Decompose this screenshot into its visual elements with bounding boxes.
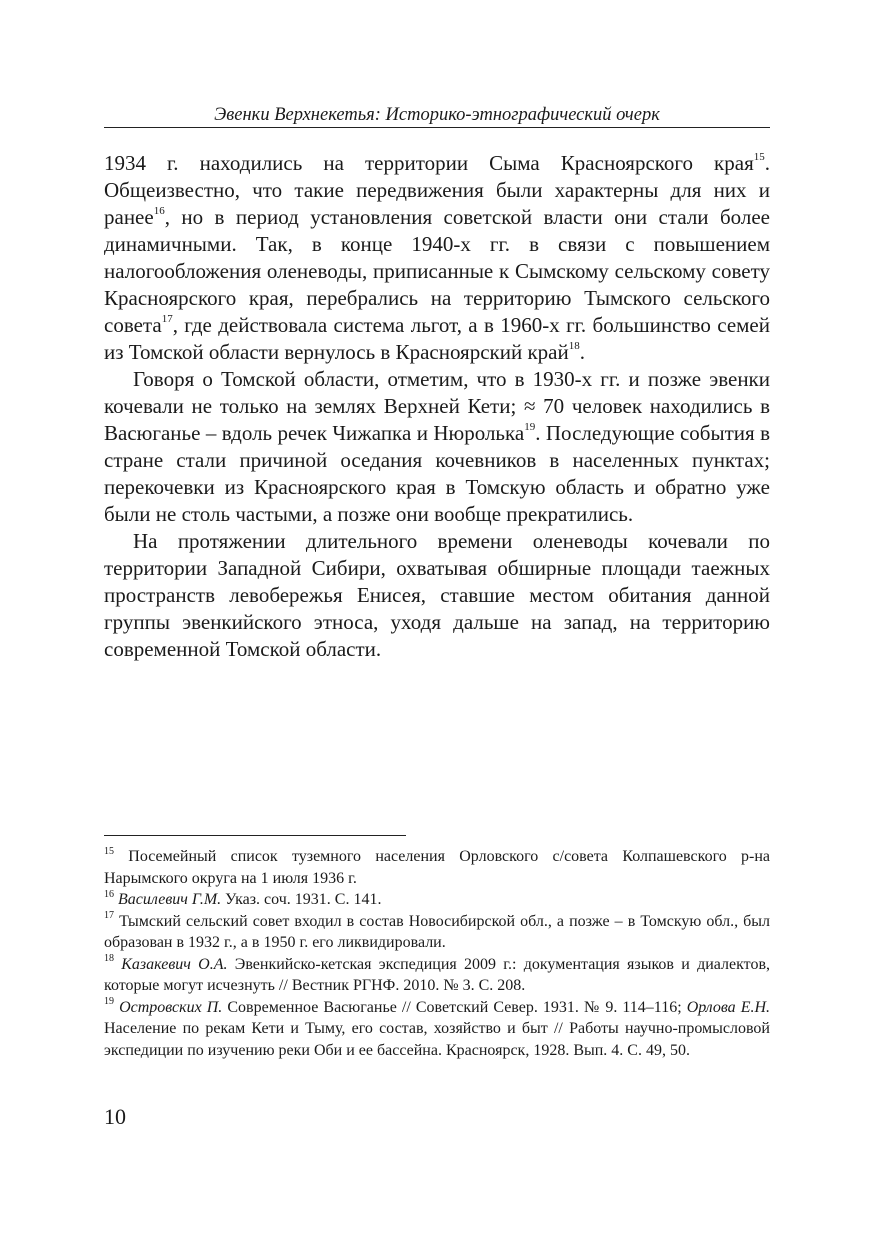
- page-number: 10: [104, 1104, 126, 1129]
- paragraph-2: Говоря о Томской области, отметим, что в 1930-х гг. и позже эвенки кочевали не только на землях Верхней Кети; ≈ 70 человек находились в Васюганье – вдоль речек Чижапка и Нюролька$^{19}$. Последующие события в стране стали причиной оседания кочевников в населенных пунктах; перекочевки из Красноярского края в Томскую область и обратно уже были не столь частыми, а позже они вообще прекратились.: [104, 367, 770, 526]
- footnote-ref-15[interactable]: 15: [753, 151, 765, 163]
- footnote-ref-18[interactable]: 18: [568, 340, 580, 352]
- paragraph-1: 1934 г. находились на территории Сыма Красноярского края$^{15}$. Общеизвестно, что такие передвижения были характерны для них и ранее$^{16}$, но в период установления советской власти они стали более динамичными. Так, в конце 1940-х гг. в связи с повышением налогообложения оленеводы, приписанные к Сымскому сельскому совету Красноярского края, перебрались на территорию Тымского сельского совета$^{17}$, где действовала система льгот, а в 1960-х гг. большинство семей из Томской области вернулось в Красноярский край$^{18}$.: [104, 151, 770, 364]
- footnote-ref-19[interactable]: 19: [524, 421, 536, 433]
- footnote-18: $^{18}$ Казакевич О.А. Эвенкийско-кетская экспедиция 2009 г.: документация языков и диалектов, которые могут исчезнуть // Вестник РГНФ. 2010. № 3. С. 208.: [104, 953, 771, 994]
- footnote-author: Василевич Г.М.: [118, 891, 222, 908]
- footnote-ref-17[interactable]: 17: [161, 313, 173, 325]
- footnote-16: $^{16}$ Василевич Г.М. Указ. соч. 1931. С. 141.: [104, 888, 382, 908]
- footnote-divider: [104, 835, 406, 836]
- footnotes: [104, 846, 770, 1061]
- footnote-author: Казакевич О.А.: [121, 955, 228, 973]
- footnote-15: $^{15}$ Посемейный список туземного населения Орловского с/совета Колпашевского р-на Нарымского округа на 1 июля 1936 г.: [104, 845, 771, 887]
- footnote-author: Орлова Е.Н.: [686, 998, 771, 1016]
- footnote-author: Островских П.: [119, 998, 223, 1016]
- paragraph-3: На протяжении длительного времени оленеводы кочевали по территории Западной Сибири, охватывая обширные площади таежных пространств левобережья Енисея, ставшие местом обитания данной группы эвенкийского этноса, уходя дальше на запад, на территорию современной Томской области.: [104, 529, 770, 661]
- header-divider: [104, 127, 770, 128]
- main-text: [104, 150, 770, 663]
- running-header: Эвенки Верхнекетья: Историко-этнографический очерк: [214, 105, 660, 125]
- footnote-17: $^{17}$ Тымский сельский совет входил в состав Новосибирской обл., а позже – в Томскую обл., был образован в 1932 г., а в 1950 г. его ликвидировали.: [104, 910, 771, 951]
- footnote-19: $^{19}$ Островских П. Современное Васюганье // Советский Север. 1931. № 9. 114–116; Орлова Е.Н. Население по рекам Кети и Тыму, его состав, хозяйство и быт // Работы научно-промысловой экспедиции по изучению реки Оби и ее бассейна. Красноярск, 1928. Вып. 4. С. 49, 50.: [104, 996, 771, 1059]
- footnote-ref-16[interactable]: 16: [153, 205, 165, 217]
